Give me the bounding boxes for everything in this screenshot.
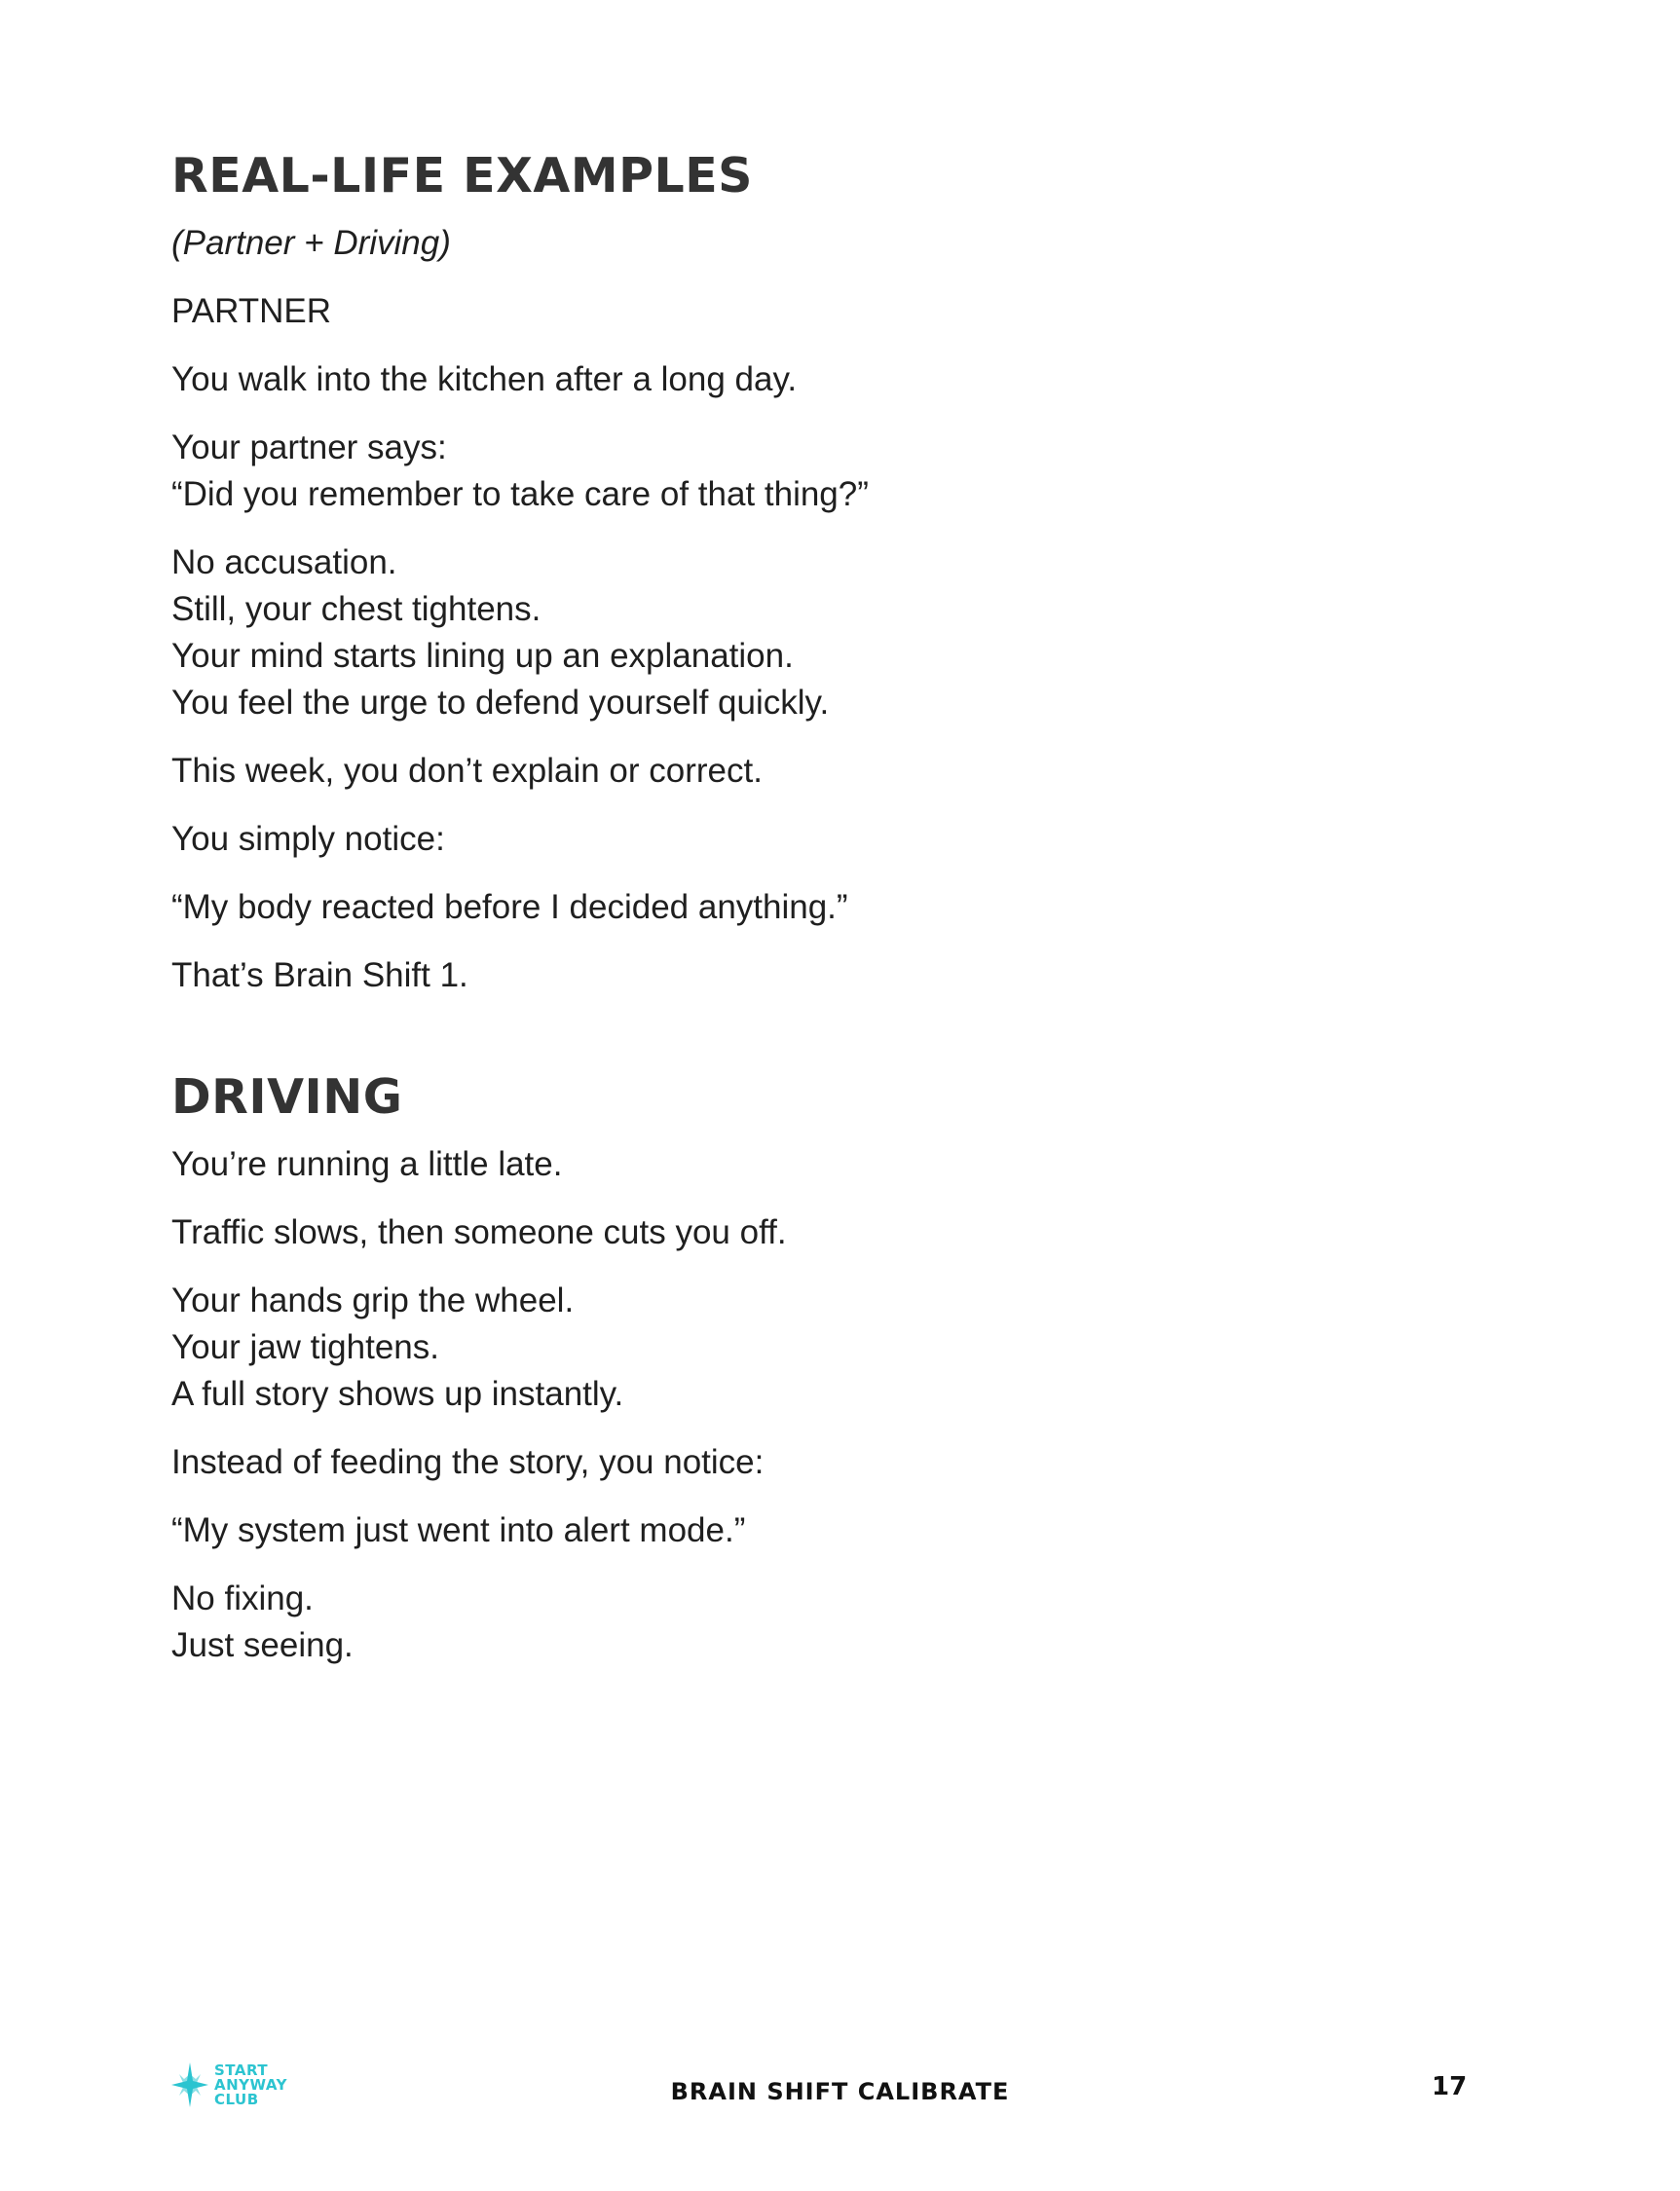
text-line: You feel the urge to defend yourself quickly. bbox=[171, 684, 830, 722]
paragraph bbox=[171, 1209, 1437, 1256]
paragraph bbox=[171, 1576, 1437, 1669]
logo-text-line: START bbox=[214, 2061, 269, 2079]
text-line: This week, you don’t explain or correct. bbox=[171, 752, 763, 790]
paragraph bbox=[171, 884, 1437, 931]
text-line: Your mind starts lining up an explanation. bbox=[171, 637, 794, 675]
text-line: “My system just went into alert mode.” bbox=[171, 1511, 746, 1549]
logo-text-line: CLUB bbox=[214, 2090, 259, 2108]
page-number: 17 bbox=[1432, 2072, 1468, 2101]
text-line: No fixing. bbox=[171, 1579, 314, 1617]
text-line: “Did you remember to take care of that thing?” bbox=[171, 475, 869, 513]
text-line: Traffic slows, then someone cuts you off. bbox=[171, 1213, 787, 1251]
text-line: A full story shows up instantly. bbox=[171, 1375, 624, 1413]
text-line: Just seeing. bbox=[171, 1626, 354, 1664]
text-line: Instead of feeding the story, you notice: bbox=[171, 1443, 765, 1481]
text-line: Your partner says: bbox=[171, 428, 447, 466]
paragraph bbox=[171, 816, 1437, 863]
section-subtitle: (Partner + Driving) bbox=[171, 224, 451, 262]
text-line: You simply notice: bbox=[171, 820, 445, 858]
paragraph bbox=[171, 1278, 1437, 1418]
paragraph bbox=[171, 1141, 1437, 1188]
logo-text-line: ANYWAY bbox=[214, 2075, 287, 2094]
text-line: Still, your chest tightens. bbox=[171, 590, 541, 628]
text-line: “My body reacted before I decided anything.” bbox=[171, 888, 848, 926]
paragraph bbox=[171, 748, 1437, 795]
paragraph bbox=[171, 356, 1437, 403]
text-line: You’re running a little late. bbox=[171, 1145, 563, 1183]
text-line: You walk into the kitchen after a long day. bbox=[171, 360, 798, 398]
section-heading-driving: DRIVING bbox=[171, 1069, 403, 1125]
paragraph bbox=[171, 952, 1437, 999]
section-heading-real-life-examples: REAL-LIFE EXAMPLES bbox=[171, 148, 753, 204]
paragraph bbox=[171, 425, 1437, 518]
paragraph bbox=[171, 1507, 1437, 1554]
text-line: Your hands grip the wheel. bbox=[171, 1281, 575, 1319]
paragraph bbox=[171, 539, 1437, 726]
section-label-partner: PARTNER bbox=[171, 292, 332, 330]
page-content bbox=[171, 146, 1437, 1669]
text-line: No accusation. bbox=[171, 543, 397, 581]
paragraph bbox=[171, 1439, 1437, 1486]
footer-title: BRAIN SHIFT CALIBRATE bbox=[670, 2078, 1010, 2105]
text-line: That’s Brain Shift 1. bbox=[171, 956, 468, 994]
text-line: Your jaw tightens. bbox=[171, 1328, 439, 1366]
section-spacer bbox=[171, 999, 1437, 1067]
